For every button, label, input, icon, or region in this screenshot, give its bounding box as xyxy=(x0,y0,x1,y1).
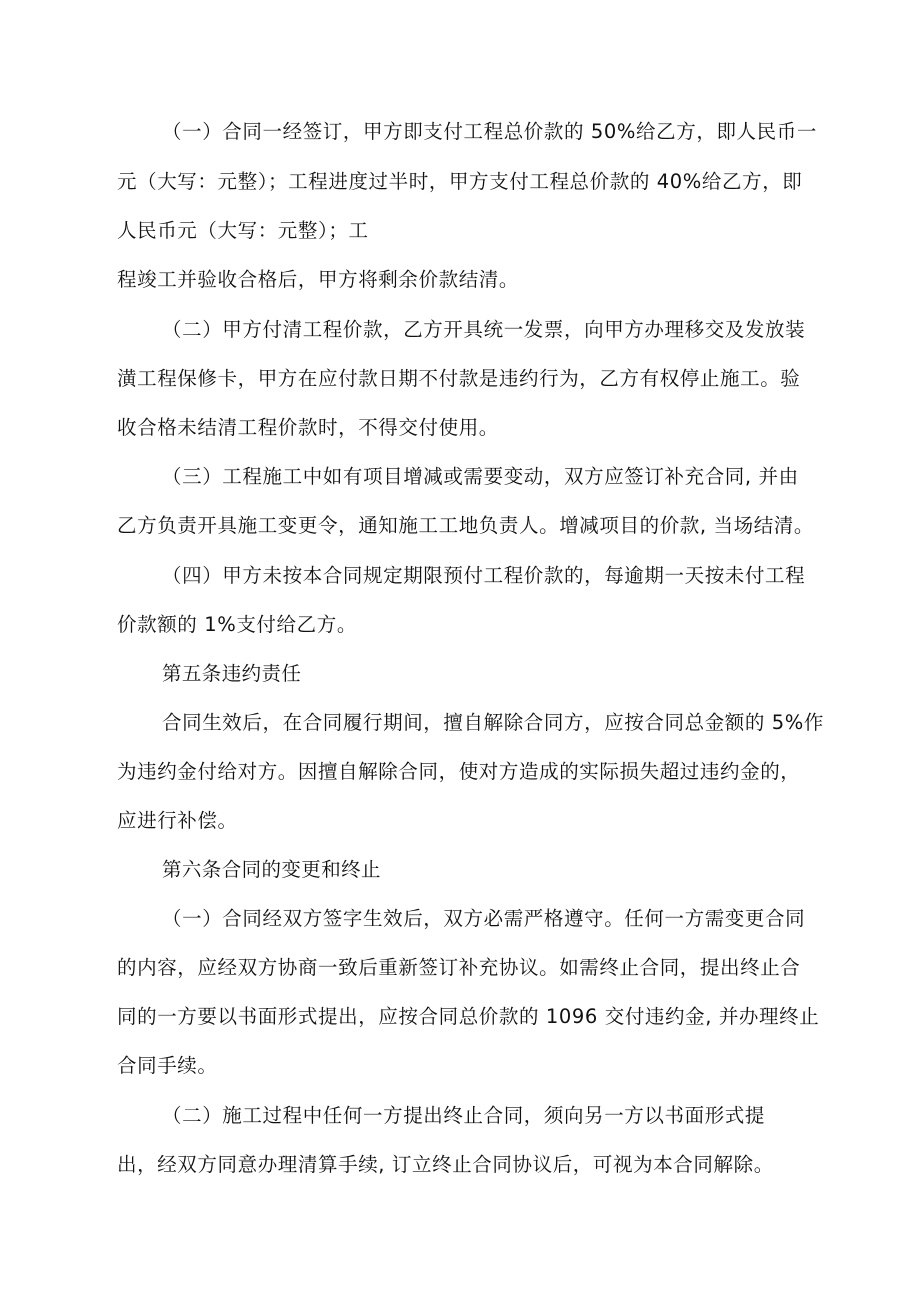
text-line-10: （四）甲方未按本合同规定期限预付工程价款的，每逾期一天按未付工程 xyxy=(162,564,806,587)
text-line-4: 程竣工并验收合格后，甲方将剩余价款结清。 xyxy=(117,268,520,291)
section-heading-5: 第五条违约责任 xyxy=(162,662,302,685)
text-line-9: 乙方负责开具施工变更令，通知施工工地负责人。增减项目的价款, 当场结清。 xyxy=(117,514,814,537)
text-line-1: （一）合同一经签订，甲方即支付工程总价款的 50%给乙方，即人民币一 xyxy=(162,120,817,143)
text-line-6: 潢工程保修卡，甲方在应付款日期不付款是违约行为，乙方有权停止施工。验 xyxy=(117,367,801,390)
text-line-20: 合同手续。 xyxy=(117,1054,218,1077)
text-line-21: （二）施工过程中任何一方提出终止合同，须向另一方以书面形式提 xyxy=(162,1104,766,1127)
text-line-7: 收合格未结清工程价款时，不得交付使用。 xyxy=(117,416,499,439)
text-line-8: （三）工程施工中如有项目增减或需要变动，双方应签订补充合同, 并由 xyxy=(162,465,799,488)
text-line-18: 的内容，应经双方协商一致后重新签订补充协议。如需终止合同，提出终止合 xyxy=(117,956,801,979)
text-line-17: （一）合同经双方签字生效后，双方必需严格遵守。任何一方需变更合同 xyxy=(162,907,806,930)
text-line-13: 合同生效后，在合同履行期间，擅自解除合同方，应按合同总金额的 5%作 xyxy=(162,711,825,734)
text-line-2: 元（大写：元整）；工程进度过半时，甲方支付工程总价款的 40%给乙方，即 xyxy=(117,170,803,193)
text-line-22: 出，经双方同意办理清算手续, 订立终止合同协议后，可视为本合同解除。 xyxy=(117,1153,774,1176)
text-line-19: 同的一方要以书面形式提出，应按合同总价款的 1096 交付违约金, 并办理终止 xyxy=(117,1005,820,1028)
text-line-14: 为违约金付给对方。因擅自解除合同，使对方造成的实际损失超过违约金的， xyxy=(117,760,801,783)
text-line-5: （二）甲方付清工程价款，乙方开具统一发票，向甲方办理移交及发放装 xyxy=(162,318,806,341)
section-heading-6: 第六条合同的变更和终止 xyxy=(162,858,381,881)
text-line-15: 应进行补偿。 xyxy=(117,809,238,832)
text-line-3: 人民币元（大写：元整）；工 xyxy=(117,219,369,242)
text-line-11: 价款额的 1%支付给乙方。 xyxy=(117,613,357,636)
